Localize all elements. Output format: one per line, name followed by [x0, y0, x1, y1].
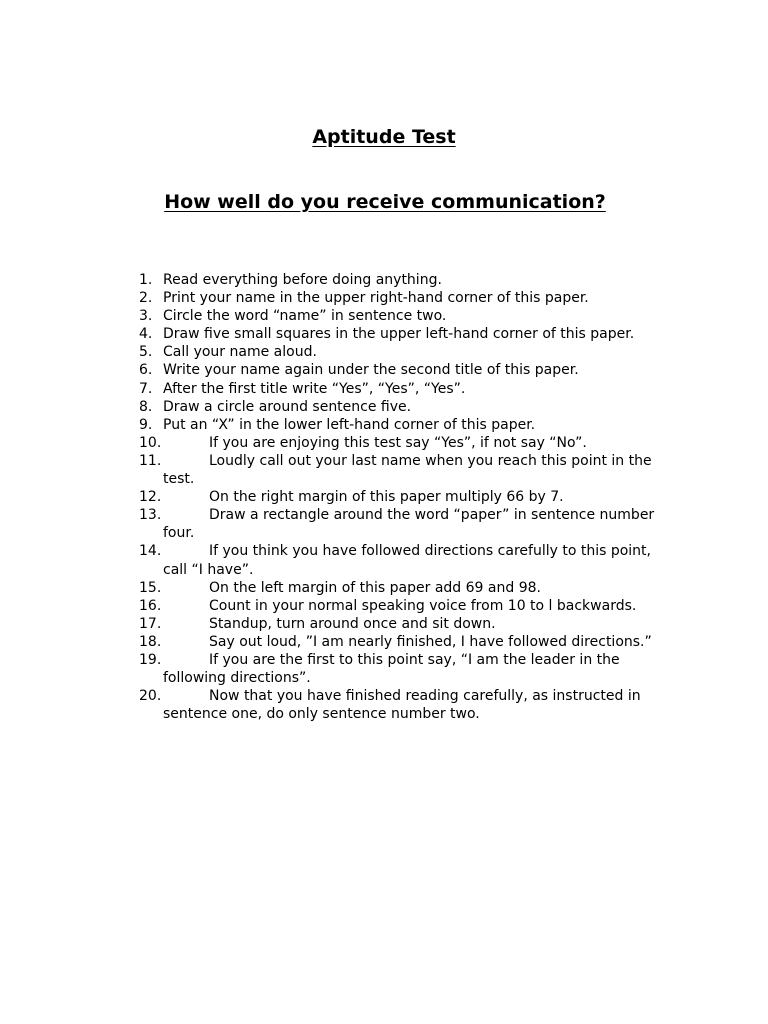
list-item: [139, 651, 659, 687]
item-number: 10.: [139, 434, 162, 451]
list-item: [139, 542, 659, 578]
item-number: 12.: [139, 489, 162, 506]
list-item: [139, 579, 659, 597]
item-number: 1.: [139, 272, 153, 288]
list-item: [139, 380, 659, 398]
item-number: 4.: [139, 326, 153, 343]
instruction-list: [139, 271, 659, 723]
item-text: Read everything before doing anything.: [163, 272, 442, 288]
item-text: Count in your normal speaking voice from 10 to l backwards.: [209, 597, 637, 614]
item-text: Call your name aloud.: [163, 344, 317, 361]
item-text: If you think you have followed directions carefully to this point, call “I have”.: [163, 543, 651, 578]
list-item: [139, 398, 659, 416]
item-number: 13.: [139, 507, 162, 524]
list-item: [139, 325, 659, 343]
list-item: [139, 452, 659, 488]
item-text: Loudly call out your last name when you reach this point in the test.: [163, 452, 652, 488]
item-number: 18.: [139, 633, 162, 650]
item-number: 8.: [139, 398, 153, 415]
item-number: 5.: [139, 344, 153, 361]
page-title-text: Aptitude Test: [312, 126, 456, 148]
item-text: After the first title write “Yes”, “Yes”, “Yes”.: [163, 380, 466, 397]
item-number: 15.: [139, 579, 162, 596]
item-text: Draw a rectangle around the word “paper” in sentence number four.: [163, 507, 655, 542]
item-text: Write your name again under the second title of this paper.: [163, 362, 579, 379]
item-text: If you are enjoying this test say “Yes”, if not say “No”.: [209, 434, 587, 451]
item-number: 9.: [139, 416, 153, 433]
item-text: Circle the word “name” in sentence two.: [163, 308, 447, 325]
list-item: [139, 416, 659, 434]
list-item: [139, 597, 659, 615]
item-number: 19.: [139, 651, 162, 668]
list-item: [139, 506, 659, 542]
item-number: 17.: [139, 615, 162, 632]
item-text: Print your name in the upper right-hand corner of this paper.: [163, 290, 589, 307]
item-number: 14.: [139, 543, 162, 560]
list-item: [139, 361, 659, 379]
item-text: Draw five small squares in the upper left-hand corner of this paper.: [163, 326, 635, 343]
item-number: 11.: [139, 452, 162, 469]
page-subtitle-text: How well do you receive communication?: [164, 191, 606, 213]
item-number: 7.: [139, 380, 153, 397]
list-item: [139, 488, 659, 506]
item-text: If you are the first to this point say, “I am the leader in the following directions”.: [163, 651, 620, 687]
item-number: 3.: [139, 308, 153, 325]
list-item: [139, 633, 659, 651]
list-item: [139, 434, 659, 452]
list-item: [139, 271, 659, 289]
page-subtitle: [0, 189, 768, 215]
item-text: Standup, turn around once and sit down.: [209, 615, 496, 632]
item-text: On the left margin of this paper add 69 and 98.: [209, 579, 541, 596]
list-item: [139, 615, 659, 633]
item-number: 20.: [139, 688, 162, 705]
list-item: [139, 687, 659, 723]
list-item: [139, 343, 659, 361]
page-title: [0, 124, 768, 150]
item-text: Say out loud, ”I am nearly finished, I have followed directions.”: [209, 633, 652, 650]
item-text: On the right margin of this paper multiply 66 by 7.: [209, 489, 564, 506]
item-text: Draw a circle around sentence five.: [163, 398, 412, 415]
item-text: Put an “X” in the lower left-hand corner of this paper.: [163, 416, 536, 433]
list-item: [139, 289, 659, 307]
list-item: [139, 307, 659, 325]
item-text: Now that you have finished reading carefully, as instructed in sentence one, do only sentence number two.: [163, 688, 641, 723]
item-number: 2.: [139, 290, 153, 307]
item-number: 16.: [139, 597, 162, 614]
item-number: 6.: [139, 362, 153, 379]
